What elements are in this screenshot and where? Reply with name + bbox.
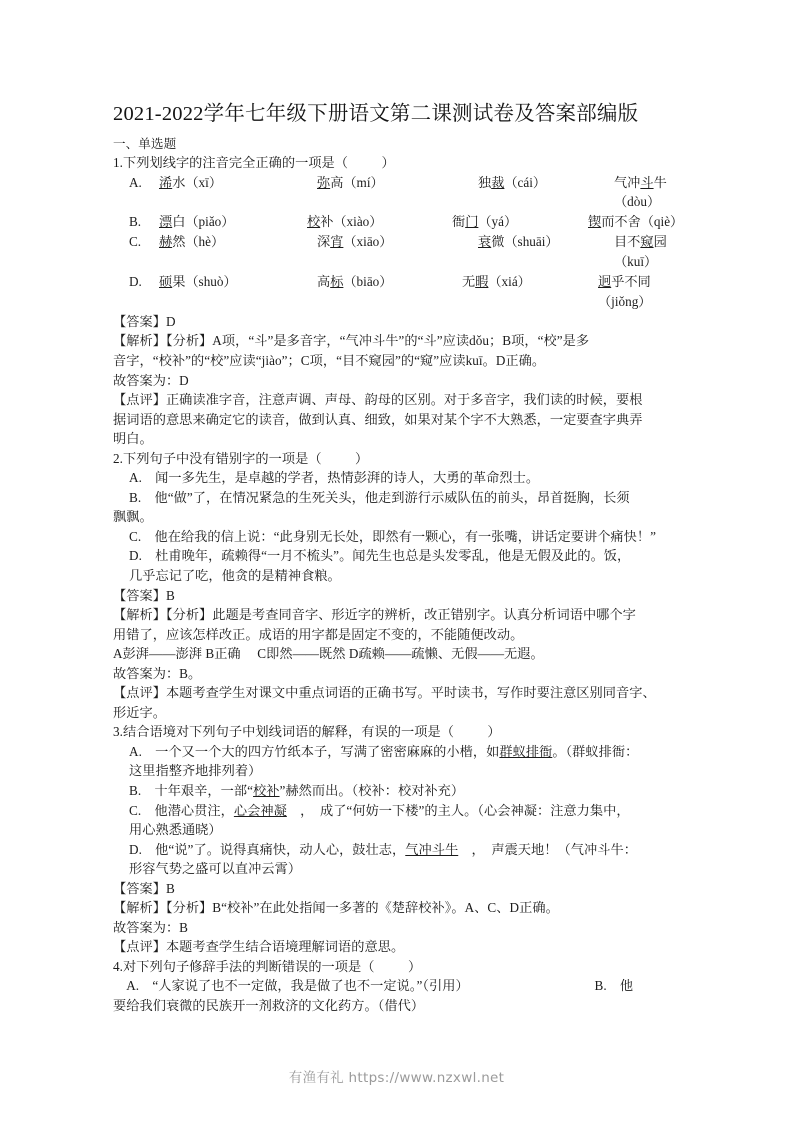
- question-1-analysis-line: 故答案为：D: [113, 372, 189, 388]
- question-2-comment-line: 形近字。: [113, 704, 166, 720]
- option-cell: 深宵（xiāo）: [317, 234, 393, 250]
- option-label: A.: [129, 174, 142, 190]
- question-1-comment-line: 【点评】正确读准字音，注意声调、声母、韵母的区别。对于多音字，我们读的时候，要根: [113, 392, 643, 408]
- underlined-phrase: 校补: [253, 783, 280, 799]
- option-label: B.: [129, 214, 142, 230]
- option-label: C.: [129, 234, 142, 250]
- question-3-analysis-line: 故答案为：B: [113, 919, 189, 935]
- question-3-option-b: B. 十年艰辛，一部“校补”赫然而出。（校补：校对补充）: [129, 783, 465, 799]
- question-1-stem: 1.下列划线字的注音完全正确的一项是（ ）: [113, 155, 395, 170]
- document-body: [113, 135, 685, 1016]
- option-cell: 衰微（shuāi）: [478, 234, 559, 250]
- watermark: 有渔有礼 https://www.nzxwl.net: [288, 1070, 505, 1086]
- question-2-option-d: D. 杜甫晚年，疏赖得“一月不梳头”。闻先生也总是头发零乱，他是无假及此的。饭，: [129, 548, 631, 564]
- section-heading: 一、单选题: [113, 137, 177, 151]
- underlined-phrase: 心会神凝: [233, 802, 287, 818]
- question-1-comment-line: 明白。: [113, 431, 153, 447]
- question-2-option-d-cont: 几乎忘记了吃，他贪的是精神食粮。: [129, 568, 341, 583]
- question-3-analysis-line: 【解析】【分析】B“校补”在此处指闻一多著的《楚辞校补》。A、C、D正确。: [113, 900, 559, 916]
- underlined-phrase: 群蚁排衙: [499, 743, 553, 759]
- option-label: D.: [129, 274, 142, 290]
- question-1-analysis-line: 【解析】【分析】A项，“斗”是多音字，“气冲斗牛”的“斗”应读dǒu；B项，“校”是多: [113, 333, 590, 349]
- question-1-option-row-b: [113, 212, 685, 232]
- option-cell: 气冲斗牛（dòu）: [614, 174, 667, 210]
- underlined-phrase: 气冲斗牛: [405, 841, 459, 857]
- question-3-option-d-cont: 形容气势之盛可以直冲云霄）: [129, 861, 302, 877]
- question-3-option-c-cont: 用心熟悉通晓）: [129, 822, 222, 838]
- question-2-analysis-line: 用错了，应该怎样改正。成语的用字都是固定不变的，不能随便改动。: [113, 626, 524, 642]
- question-2-analysis-line: A彭湃——澎湃 B正确 C即然——既然 D疏赖——疏懒、无假——无遐。: [113, 646, 544, 662]
- question-2-option-b-cont: 飘飘。: [113, 509, 153, 525]
- option-cell: 目不窥园（kuī）: [614, 234, 667, 270]
- question-2-comment-line: 【点评】本题考查学生对课文中重点词语的正确书写。平时读书，写作时要注意区别同音字、: [113, 685, 656, 701]
- option-cell: 独裁（cái）: [478, 174, 547, 190]
- question-2-analysis-line: 【解析】【分析】此题是考查同音字、形近字的辨析，改正错别字。认真分析词语中哪个字: [113, 607, 636, 623]
- question-4-stem: 4.对下列句子修辞手法的判断错误的一项是（ ）: [113, 958, 422, 974]
- option-cell: 衙门（yá）: [452, 214, 518, 230]
- question-1-comment-line: 据词语的意思来确定它的读音，做到认真、细致，如果对某个字不大熟悉，一定要查字典弄: [113, 411, 643, 427]
- question-1-option-row-c: [113, 232, 685, 272]
- question-3-option-c: C. 他潜心贯注，心会神凝 ， 成了“何妨一下楼”的主人。（心会神凝：注意力集中，: [129, 802, 630, 818]
- question-1-analysis-line: 音字，“校补”的“校”应读“jiào”；C项，“目不窥园”的“窥”应读kuī。D正确。: [113, 352, 546, 368]
- page-title: 2021-2022学年七年级下册语文第二课测试卷及答案部编版: [113, 103, 639, 125]
- question-4-option-line: 要给我们衰微的民族开一剂救济的文化药方。（借代）: [113, 998, 425, 1014]
- option-cell: 迥乎不同（jiǒng）: [598, 274, 652, 309]
- question-1-option-row-a: [113, 173, 685, 213]
- option-cell: 校补（xiào）: [307, 214, 383, 230]
- question-4-option-line: A. “人家说了也不一定做，我是做了也不一定说。”（引用） B. 他: [113, 978, 634, 994]
- question-2-stem: 2.下列句子中没有错别字的一项是（ ）: [113, 450, 369, 466]
- question-3-option-d: D. 他“说”了。说得真痛快，动人心，鼓壮志，气冲斗牛 ， 声震天地！（气冲斗牛：: [129, 841, 637, 857]
- option-cell: 无暇（xiá）: [462, 274, 531, 290]
- question-1-option-row-d: [113, 272, 685, 312]
- option-cell: 硕果（shuò）: [159, 274, 237, 290]
- question-2-option-c: C. 他在给我的信上说：“此身别无长处，即然有一颗心，有一张嘴，讲话定要讲个痛快！”: [129, 528, 657, 544]
- option-cell: 弥高（mí）: [317, 174, 384, 190]
- question-3-stem: 3.结合语境对下列句子中划线词语的解释，有误的一项是（ ）: [113, 724, 501, 740]
- option-cell: 高标（biāo）: [317, 274, 393, 290]
- question-3-option-a-cont: 这里指整齐地排列着）: [129, 763, 262, 779]
- question-1-answer: 【答案】D: [113, 313, 176, 329]
- question-3-answer: 【答案】B: [113, 880, 175, 896]
- option-cell: 锲而不舍（qiè）: [588, 214, 684, 230]
- option-cell: 浠水（xī）: [159, 174, 223, 190]
- question-2-option-b: B. 他“做”了，在情况紧急的生死关头，他走到游行示威队伍的前头，昂首挺胸，长须: [129, 489, 630, 505]
- question-2-analysis-line: 故答案为：B。: [113, 665, 202, 681]
- question-2-option-a: A. 闻一多先生，是卓越的学者，热情彭湃的诗人，大勇的革命烈士。: [129, 470, 540, 486]
- option-cell: 漂白（piǎo）: [159, 214, 235, 230]
- option-cell: 赫然（hè）: [159, 234, 225, 250]
- question-3-comment-line: 【点评】本题考查学生结合语境理解词语的意思。: [113, 939, 405, 955]
- question-2-answer: 【答案】B: [113, 587, 175, 603]
- question-3-option-a: A. 一个又一个大的四方竹纸本子，写满了密密麻麻的小楷，如群蚁排衙。（群蚁排衙：: [129, 743, 639, 759]
